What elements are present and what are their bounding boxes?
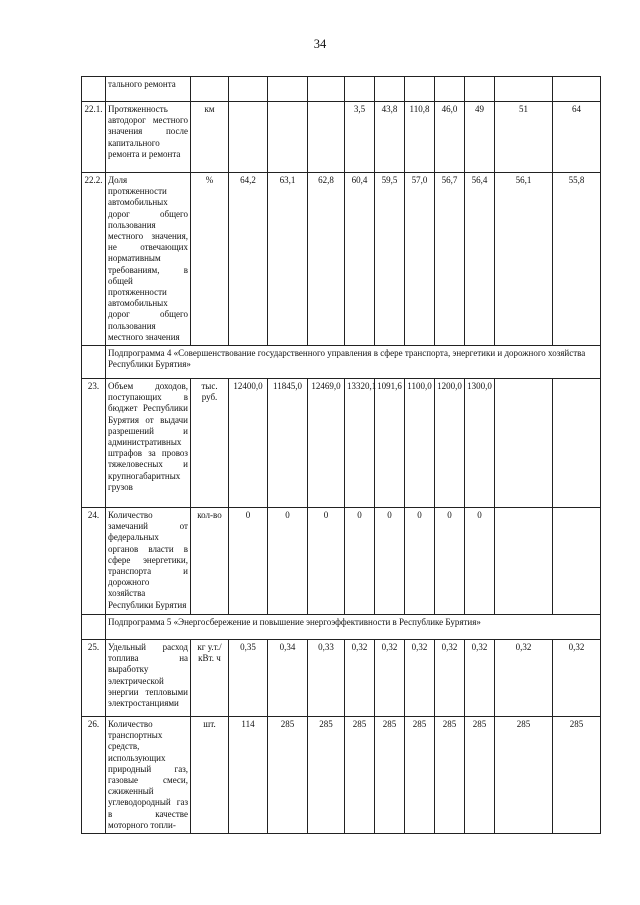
- page-number: 34: [313, 37, 327, 51]
- value-cell: 0: [345, 508, 375, 615]
- value-cell: 51: [495, 102, 553, 173]
- row-number: 26.: [82, 717, 106, 834]
- value-cell: 11845,0: [268, 379, 308, 508]
- value-cell: 60,4: [345, 173, 375, 346]
- table-row: [82, 173, 601, 346]
- unit-of-measure: кг у.т./ кВт. ч: [191, 640, 229, 717]
- value-cell: 13320,1: [345, 379, 375, 508]
- value-cell: [495, 508, 553, 615]
- value-cell: 285: [405, 717, 435, 834]
- unit-of-measure: [191, 77, 229, 102]
- value-cell: 285: [435, 717, 465, 834]
- value-cell: [345, 77, 375, 102]
- table-row: [82, 717, 601, 834]
- unit-of-measure: шт.: [191, 717, 229, 834]
- row-number: 22.1.: [82, 102, 106, 173]
- row-number: [82, 77, 106, 102]
- unit-of-measure: кол-во: [191, 508, 229, 615]
- value-cell: 0,32: [465, 640, 495, 717]
- subprogram-row: [82, 615, 601, 640]
- table-row: [82, 640, 601, 717]
- value-cell: 285: [553, 717, 601, 834]
- value-cell: 285: [345, 717, 375, 834]
- indicator-name: Объем доходов, поступающих в бюджет Республики Бурятия от выдачи разрешений и административных штрафов за провоз тяжеловесных и крупногабаритных грузов: [106, 379, 191, 508]
- value-cell: 57,0: [405, 173, 435, 346]
- row-number: 24.: [82, 508, 106, 615]
- value-cell: [229, 77, 268, 102]
- row-number: 25.: [82, 640, 106, 717]
- value-cell: 12469,0: [308, 379, 345, 508]
- indicator-name: Количество транспортных средств, использующих природный газ, газовые смеси, сжиженный углеводородный газ в качестве моторного топли-: [106, 717, 191, 834]
- indicators-table: [81, 76, 601, 834]
- indicator-name: тального ремонта: [106, 77, 191, 102]
- value-cell: 0,35: [229, 640, 268, 717]
- value-cell: 1300,0: [465, 379, 495, 508]
- value-cell: 0: [375, 508, 405, 615]
- value-cell: [308, 102, 345, 173]
- value-cell: 285: [308, 717, 345, 834]
- value-cell: 43,8: [375, 102, 405, 173]
- value-cell: [268, 77, 308, 102]
- value-cell: 0: [308, 508, 345, 615]
- value-cell: 0,32: [345, 640, 375, 717]
- subprogram-title: Подпрограмма 4 «Совершенствование государственного управления в сфере транспорта, энергетики и дорожного хозяйства Республики Бурятия»: [106, 346, 601, 379]
- unit-of-measure: км: [191, 102, 229, 173]
- value-cell: 0: [465, 508, 495, 615]
- subprogram-title: Подпрограмма 5 «Энергосбережение и повышение энергоэффективности в Республике Бурятия»: [106, 615, 601, 640]
- indicator-name: Доля протяженности автомобильных дорог общего пользования местного значения, не отвечающих нормативным требованиям, в общей протяженности автомобильных дорог общего пользования местного значения: [106, 173, 191, 346]
- value-cell: 12400,0: [229, 379, 268, 508]
- row-number: 23.: [82, 379, 106, 508]
- unit-of-measure: тыс. руб.: [191, 379, 229, 508]
- value-cell: [435, 77, 465, 102]
- value-cell: 1091,6: [375, 379, 405, 508]
- value-cell: 3,5: [345, 102, 375, 173]
- value-cell: 1200,0: [435, 379, 465, 508]
- value-cell: [465, 77, 495, 102]
- value-cell: 0,32: [405, 640, 435, 717]
- value-cell: 63,1: [268, 173, 308, 346]
- unit-of-measure: %: [191, 173, 229, 346]
- value-cell: 0,32: [375, 640, 405, 717]
- table-row: [82, 77, 601, 102]
- value-cell: [553, 508, 601, 615]
- value-cell: [495, 77, 553, 102]
- table-row: [82, 102, 601, 173]
- row-number: [82, 615, 106, 640]
- value-cell: [553, 379, 601, 508]
- table-row: [82, 379, 601, 508]
- value-cell: [229, 102, 268, 173]
- row-number: [82, 346, 106, 379]
- value-cell: 46,0: [435, 102, 465, 173]
- value-cell: 285: [375, 717, 405, 834]
- value-cell: 59,5: [375, 173, 405, 346]
- indicator-name: Количество замечаний от федеральных органов власти в сфере энергетики, транспорта и дорожного хозяйства Республики Бурятия: [106, 508, 191, 615]
- indicator-name: Протяженность автодорог местного значения после капитального ремонта и ремонта: [106, 102, 191, 173]
- value-cell: [495, 379, 553, 508]
- value-cell: 49: [465, 102, 495, 173]
- value-cell: [553, 77, 601, 102]
- value-cell: [268, 102, 308, 173]
- value-cell: 1100,0: [405, 379, 435, 508]
- value-cell: 0,32: [553, 640, 601, 717]
- value-cell: [405, 77, 435, 102]
- value-cell: 0: [229, 508, 268, 615]
- value-cell: 64,2: [229, 173, 268, 346]
- value-cell: 56,1: [495, 173, 553, 346]
- value-cell: 55,8: [553, 173, 601, 346]
- value-cell: 0,33: [308, 640, 345, 717]
- value-cell: 0,34: [268, 640, 308, 717]
- row-number: 22.2.: [82, 173, 106, 346]
- value-cell: 0,32: [495, 640, 553, 717]
- value-cell: 285: [495, 717, 553, 834]
- table-row: [82, 508, 601, 615]
- value-cell: 64: [553, 102, 601, 173]
- value-cell: 110,8: [405, 102, 435, 173]
- indicator-name: Удельный расход топлива на выработку электрической энергии тепловыми электростанциями: [106, 640, 191, 717]
- value-cell: [375, 77, 405, 102]
- value-cell: 0: [405, 508, 435, 615]
- subprogram-row: [82, 346, 601, 379]
- value-cell: 285: [268, 717, 308, 834]
- value-cell: 0,32: [435, 640, 465, 717]
- value-cell: 0: [435, 508, 465, 615]
- value-cell: 114: [229, 717, 268, 834]
- value-cell: 62,8: [308, 173, 345, 346]
- value-cell: 285: [465, 717, 495, 834]
- value-cell: 56,4: [465, 173, 495, 346]
- value-cell: 56,7: [435, 173, 465, 346]
- value-cell: [308, 77, 345, 102]
- value-cell: 0: [268, 508, 308, 615]
